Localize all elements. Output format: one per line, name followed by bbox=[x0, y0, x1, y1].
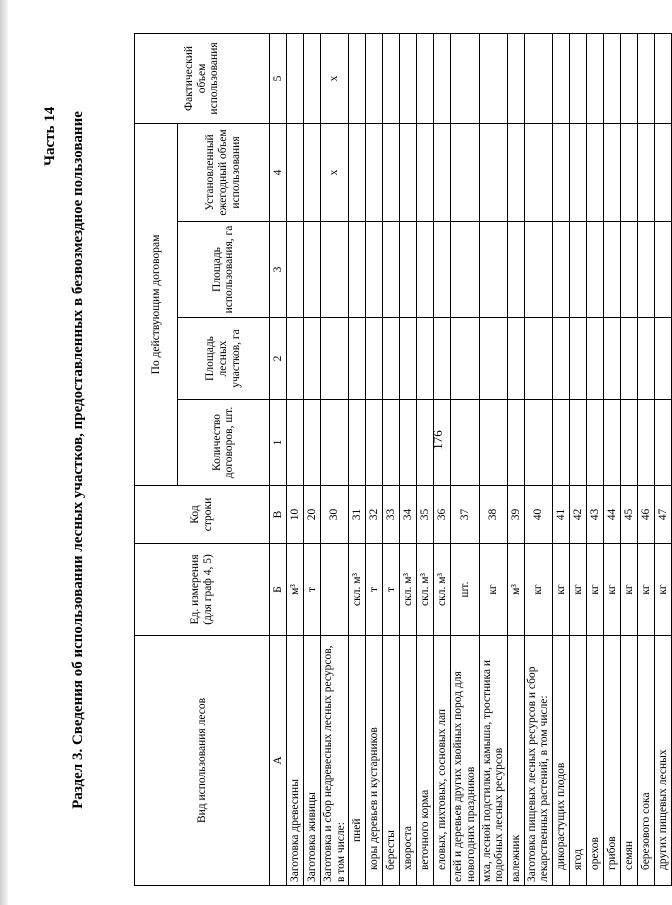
row-plot-area bbox=[400, 318, 417, 400]
row-actual-volume bbox=[553, 33, 570, 123]
row-use-area bbox=[287, 222, 304, 318]
col-header-1: Количество договоров, шт. bbox=[177, 400, 269, 486]
row-contracts-count bbox=[524, 400, 552, 486]
row-actual-volume bbox=[400, 33, 417, 123]
row-annual-volume bbox=[621, 123, 638, 221]
col-letter: А bbox=[270, 636, 287, 886]
col-letter: 3 bbox=[270, 222, 287, 318]
row-annual-volume bbox=[400, 123, 417, 221]
row-code: 39 bbox=[507, 486, 524, 544]
col-header-4: Установленный ежегодный объем использования bbox=[177, 123, 269, 221]
row-plot-area bbox=[587, 318, 604, 400]
col-header-5: Фактический объем использования bbox=[135, 33, 270, 123]
row-use-area bbox=[383, 222, 400, 318]
row-code: 42 bbox=[570, 486, 587, 544]
row-use-area bbox=[553, 222, 570, 318]
row-name: еловых, пихтовых, сосновых лап bbox=[434, 636, 451, 886]
row-contracts-count bbox=[321, 400, 349, 486]
part-label: Часть 14 bbox=[42, 106, 58, 166]
row-name: бересты bbox=[383, 636, 400, 886]
row-use-area bbox=[321, 222, 349, 318]
row-plot-area bbox=[570, 318, 587, 400]
row-unit: кг bbox=[479, 544, 507, 636]
row-annual-volume bbox=[638, 123, 655, 221]
row-actual-volume bbox=[287, 33, 304, 123]
row-contracts-count bbox=[417, 400, 434, 486]
row-name: веточного корма bbox=[417, 636, 434, 886]
row-name: хвороста bbox=[400, 636, 417, 886]
row-annual-volume bbox=[287, 123, 304, 221]
table-row bbox=[524, 33, 552, 885]
row-actual-volume bbox=[304, 33, 321, 123]
table-row bbox=[383, 33, 400, 885]
row-unit: т bbox=[383, 544, 400, 636]
row-code: 41 bbox=[553, 486, 570, 544]
row-actual-volume bbox=[383, 33, 400, 123]
col-letter: 5 bbox=[270, 33, 287, 123]
row-unit: кг bbox=[524, 544, 552, 636]
table-body bbox=[287, 33, 672, 885]
row-actual-volume bbox=[524, 33, 552, 123]
row-use-area bbox=[655, 222, 672, 318]
table-row bbox=[434, 33, 451, 885]
table-row bbox=[451, 33, 479, 885]
row-unit: скл. м³ bbox=[400, 544, 417, 636]
table-row bbox=[570, 33, 587, 885]
row-name: других пищевых лесных bbox=[655, 636, 672, 886]
row-name: пней bbox=[349, 636, 366, 886]
row-unit: м³ bbox=[507, 544, 524, 636]
row-contracts-count bbox=[304, 400, 321, 486]
row-annual-volume bbox=[524, 123, 552, 221]
row-contracts-count bbox=[479, 400, 507, 486]
table-row bbox=[304, 33, 321, 885]
table-row bbox=[417, 33, 434, 885]
row-use-area bbox=[507, 222, 524, 318]
row-annual-volume bbox=[417, 123, 434, 221]
row-actual-volume bbox=[570, 33, 587, 123]
section-title: Раздел 3. Сведения об использовании лесных участков, предоставленных в безвозмездное пользование bbox=[70, 111, 86, 809]
row-plot-area bbox=[479, 318, 507, 400]
row-plot-area bbox=[621, 318, 638, 400]
row-plot-area bbox=[638, 318, 655, 400]
row-contracts-count bbox=[287, 400, 304, 486]
row-contracts-count bbox=[604, 400, 621, 486]
row-plot-area bbox=[434, 318, 451, 400]
table-row bbox=[321, 33, 349, 885]
row-plot-area bbox=[321, 318, 349, 400]
row-plot-area bbox=[553, 318, 570, 400]
row-plot-area bbox=[383, 318, 400, 400]
row-use-area bbox=[587, 222, 604, 318]
row-actual-volume bbox=[434, 33, 451, 123]
row-contracts-count bbox=[507, 400, 524, 486]
row-unit: скл. м³ bbox=[349, 544, 366, 636]
row-unit: кг bbox=[553, 544, 570, 636]
row-code: 32 bbox=[366, 486, 383, 544]
row-use-area bbox=[417, 222, 434, 318]
row-use-area bbox=[638, 222, 655, 318]
row-code: 46 bbox=[638, 486, 655, 544]
row-actual-volume bbox=[655, 33, 672, 123]
row-use-area bbox=[304, 222, 321, 318]
row-plot-area bbox=[507, 318, 524, 400]
row-unit: кг bbox=[570, 544, 587, 636]
row-annual-volume bbox=[507, 123, 524, 221]
row-contracts-count bbox=[621, 400, 638, 486]
row-annual-volume: х bbox=[321, 123, 349, 221]
row-actual-volume bbox=[507, 33, 524, 123]
table-row bbox=[655, 33, 672, 885]
row-name: коры деревьев и кустарников bbox=[366, 636, 383, 886]
row-contracts-count bbox=[587, 400, 604, 486]
row-actual-volume bbox=[366, 33, 383, 123]
table-row bbox=[287, 33, 304, 885]
row-contracts-count bbox=[638, 400, 655, 486]
row-contracts-count bbox=[383, 400, 400, 486]
table-row bbox=[553, 33, 570, 885]
row-use-area bbox=[604, 222, 621, 318]
row-plot-area bbox=[604, 318, 621, 400]
page-number: 176 bbox=[430, 430, 445, 450]
col-header-b: Ед. измерения (для граф 4, 5) bbox=[135, 544, 270, 636]
table-row bbox=[507, 33, 524, 885]
row-unit: кг bbox=[621, 544, 638, 636]
row-name: елей и деревьев других хвойных пород для новогодних праздников bbox=[451, 636, 479, 886]
row-annual-volume bbox=[451, 123, 479, 221]
row-code: 37 bbox=[451, 486, 479, 544]
row-actual-volume bbox=[638, 33, 655, 123]
row-code: 10 bbox=[287, 486, 304, 544]
row-actual-volume bbox=[479, 33, 507, 123]
col-header-2: Площадь лесных участков, га bbox=[177, 318, 269, 400]
row-annual-volume bbox=[553, 123, 570, 221]
row-actual-volume bbox=[587, 33, 604, 123]
row-unit: кг bbox=[587, 544, 604, 636]
header-row-top bbox=[135, 33, 178, 885]
row-use-area bbox=[451, 222, 479, 318]
row-use-area bbox=[434, 222, 451, 318]
row-code: 34 bbox=[400, 486, 417, 544]
row-unit: т bbox=[304, 544, 321, 636]
row-contracts-count bbox=[434, 400, 451, 486]
row-actual-volume: х bbox=[321, 33, 349, 123]
row-annual-volume bbox=[349, 123, 366, 221]
table-row bbox=[604, 33, 621, 885]
row-code: 36 bbox=[434, 486, 451, 544]
row-annual-volume bbox=[366, 123, 383, 221]
row-actual-volume bbox=[417, 33, 434, 123]
row-code: 35 bbox=[417, 486, 434, 544]
row-code: 20 bbox=[304, 486, 321, 544]
row-name: семян bbox=[621, 636, 638, 886]
row-contracts-count bbox=[553, 400, 570, 486]
row-name: Заготовка пищевых лесных ресурсов и сбор лекарственных растений, в том числе: bbox=[524, 636, 552, 886]
row-name: грибов bbox=[604, 636, 621, 886]
table-row bbox=[349, 33, 366, 885]
row-contracts-count bbox=[655, 400, 672, 486]
row-use-area bbox=[400, 222, 417, 318]
row-annual-volume bbox=[383, 123, 400, 221]
row-code: 33 bbox=[383, 486, 400, 544]
row-plot-area bbox=[655, 318, 672, 400]
row-annual-volume bbox=[604, 123, 621, 221]
row-use-area bbox=[524, 222, 552, 318]
col-letter: Б bbox=[270, 544, 287, 636]
row-use-area bbox=[479, 222, 507, 318]
row-annual-volume bbox=[570, 123, 587, 221]
row-plot-area bbox=[451, 318, 479, 400]
row-actual-volume bbox=[349, 33, 366, 123]
row-actual-volume bbox=[621, 33, 638, 123]
row-code: 31 bbox=[349, 486, 366, 544]
row-name: орехов bbox=[587, 636, 604, 886]
row-use-area bbox=[621, 222, 638, 318]
row-code: 38 bbox=[479, 486, 507, 544]
rotated-page-content bbox=[30, 34, 669, 886]
row-name: мха, лесной подстилки, камыша, тростника и подобных лесных ресурсов bbox=[479, 636, 507, 886]
row-unit: шт. bbox=[451, 544, 479, 636]
row-actual-volume bbox=[451, 33, 479, 123]
col-letter: В bbox=[270, 486, 287, 544]
row-plot-area bbox=[366, 318, 383, 400]
row-plot-area bbox=[287, 318, 304, 400]
row-name: валежник bbox=[507, 636, 524, 886]
row-unit: кг bbox=[604, 544, 621, 636]
row-use-area bbox=[349, 222, 366, 318]
row-code: 44 bbox=[604, 486, 621, 544]
row-unit: м³ bbox=[287, 544, 304, 636]
row-name: Заготовка древесины bbox=[287, 636, 304, 886]
col-header-group: По действующим договорам bbox=[135, 123, 178, 485]
row-code: 30 bbox=[321, 486, 349, 544]
row-annual-volume bbox=[655, 123, 672, 221]
row-annual-volume bbox=[304, 123, 321, 221]
col-header-v: Код строки bbox=[135, 486, 270, 544]
row-unit: скл. м³ bbox=[417, 544, 434, 636]
row-contracts-count bbox=[349, 400, 366, 486]
row-unit: т bbox=[366, 544, 383, 636]
row-code: 43 bbox=[587, 486, 604, 544]
forest-use-table bbox=[134, 33, 672, 886]
col-header-a: Вид использования лесов bbox=[135, 636, 270, 886]
row-code: 40 bbox=[524, 486, 552, 544]
row-unit: скл. м³ bbox=[434, 544, 451, 636]
table-row bbox=[479, 33, 507, 885]
row-use-area bbox=[366, 222, 383, 318]
row-plot-area bbox=[417, 318, 434, 400]
row-contracts-count bbox=[451, 400, 479, 486]
row-unit bbox=[321, 544, 349, 636]
row-annual-volume bbox=[434, 123, 451, 221]
table-row bbox=[400, 33, 417, 885]
row-name: ягод bbox=[570, 636, 587, 886]
row-plot-area bbox=[349, 318, 366, 400]
row-unit: кг bbox=[655, 544, 672, 636]
row-contracts-count bbox=[570, 400, 587, 486]
row-annual-volume bbox=[587, 123, 604, 221]
row-name: дикорастущих плодов bbox=[553, 636, 570, 886]
row-unit: кг bbox=[638, 544, 655, 636]
table-row bbox=[638, 33, 655, 885]
table-row bbox=[587, 33, 604, 885]
row-contracts-count bbox=[366, 400, 383, 486]
row-code: 47 bbox=[655, 486, 672, 544]
header-letters-row bbox=[270, 33, 287, 885]
row-plot-area bbox=[304, 318, 321, 400]
col-letter: 2 bbox=[270, 318, 287, 400]
row-contracts-count bbox=[400, 400, 417, 486]
table-row bbox=[621, 33, 638, 885]
row-use-area bbox=[570, 222, 587, 318]
row-plot-area bbox=[524, 318, 552, 400]
col-header-3: Площадь использования, га bbox=[177, 222, 269, 318]
row-annual-volume bbox=[479, 123, 507, 221]
col-letter: 4 bbox=[270, 123, 287, 221]
row-name: Заготовка и сбор недревесных лесных ресурсов, в том числе: bbox=[321, 636, 349, 886]
scan-edge-shadow bbox=[0, 0, 8, 905]
row-actual-volume bbox=[604, 33, 621, 123]
row-code: 45 bbox=[621, 486, 638, 544]
table-row bbox=[366, 33, 383, 885]
row-name: березового сока bbox=[638, 636, 655, 886]
col-letter: 1 bbox=[270, 400, 287, 486]
row-name: Заготовка живицы bbox=[304, 636, 321, 886]
